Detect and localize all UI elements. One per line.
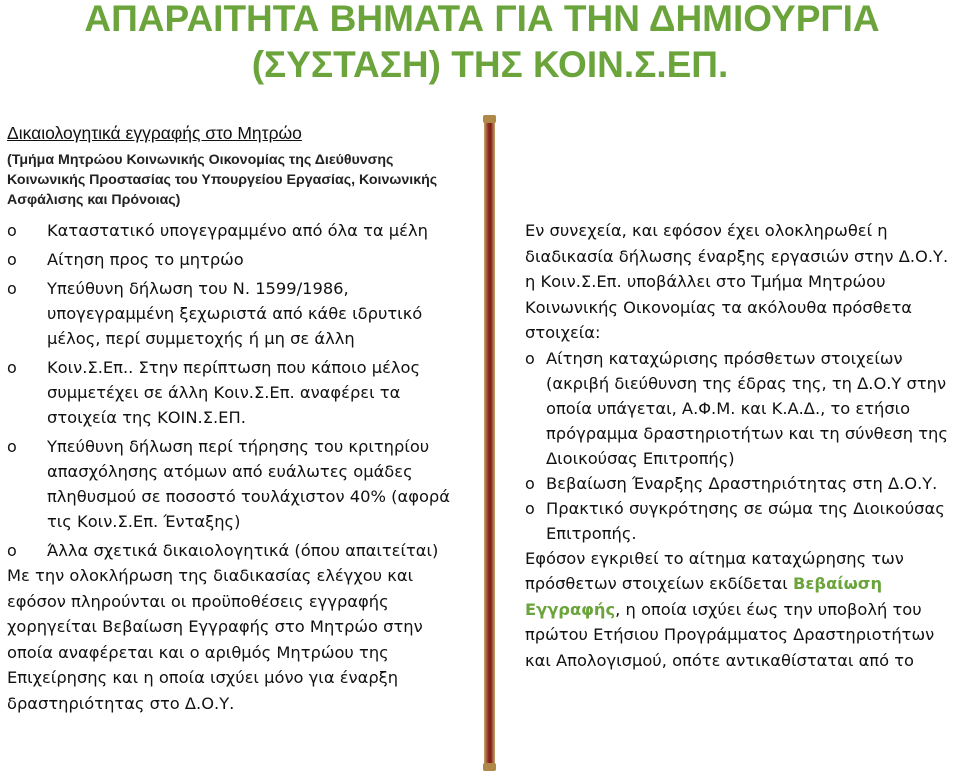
list-item: [7, 276, 467, 351]
left-column: [7, 122, 467, 716]
list-item-text: Αίτηση προς το μητρώο: [47, 250, 244, 269]
list-item-text: Άλλα σχετικά δικαιολογητικά (όπου απαιτείται): [47, 541, 439, 560]
page-title-line-1: ΑΠΑΡΑΙΤΗΤΑ ΒΗΜΑΤΑ ΓΙΑ ΤΗΝ ΔΗΜΙΟΥΡΓΙΑ: [84, 0, 880, 39]
list-item-text: Υπεύθυνη δήλωση περί τήρησης του κριτηρίου απασχόλησης ατόμων από ευάλωτες ομάδες πληθυσμού σε ποσοστό τουλάχιστον 40% (αφορά τις Κοιν.Σ.Επ. Ένταξης): [47, 437, 451, 531]
registration-certificate-highlight: Βεβαίωση Εγγραφής: [525, 574, 883, 619]
list-item-text: Πρακτικό συγκρότησης σε σώμα της Διοικούσας Επιτροπής.: [546, 498, 945, 543]
list-item: [7, 434, 467, 534]
circle-bullet-icon: o: [7, 541, 17, 560]
circle-bullet-icon: o: [525, 498, 535, 518]
circle-bullet-icon: o: [7, 221, 17, 240]
registration-certificate-paragraph: Με την ολοκλήρωση της διαδικασίας ελέγχου και εφόσον πληρούνται οι προϋποθέσεις εγγραφής χορηγείται Βεβαίωση Εγγραφής στο Μητρώο στην οποία αναφέρεται και ο αριθμός Μητρώου της Επιχείρησης και η οποία ισχύει μόνο για έναρξη δραστηριότητας στο Δ.Ο.Υ.: [7, 566, 423, 713]
list-item-text: Αίτηση καταχώρισης πρόσθετων στοιχείων (ακριβή διεύθυνση της έδρας της, τη Δ.Ο.Υ στην οποία υπάγεται, Α.Φ.Μ. και Κ.Α.Δ., το ετήσιο πρόγραμμα δραστηριοτήτων και τη σύνθεση της Διοικούσας Επιτροπής): [546, 348, 948, 468]
circle-bullet-icon: o: [7, 250, 17, 269]
list-item: [525, 496, 957, 546]
right-column: [525, 218, 957, 673]
list-item-text: Υπεύθυνη δήλωση του Ν. 1599/1986, υπογεγραμμένη ξεχωριστά από κάθε ιδρυτικό μέλος, περί συμμετοχής ή μη σε άλλη: [47, 279, 423, 348]
registry-documents-heading: Δικαιολογητικά εγγραφής στο Μητρώο: [7, 123, 302, 143]
circle-bullet-icon: o: [7, 437, 17, 456]
circle-bullet-icon: o: [525, 348, 535, 368]
additional-data-intro: Εν συνεχεία, και εφόσον έχει ολοκληρωθεί η διαδικασία δήλωσης έναρξης εργασιών στην Δ.Ο.Υ. η Κοιν.Σ.Επ. υποβάλλει στο Τμήμα Μητρώου Κοινωνικής Οικονομίας τα ακόλουθα πρόσθετα στοιχεία:: [525, 221, 949, 342]
circle-bullet-icon: o: [7, 358, 17, 377]
list-item-text: Καταστατικό υπογεγραμμένο από όλα τα μέλη: [47, 221, 428, 240]
list-item: [7, 355, 467, 430]
column-divider: [484, 118, 495, 768]
list-item: [7, 218, 467, 243]
circle-bullet-icon: o: [7, 279, 17, 298]
list-item: [7, 247, 467, 272]
list-item: [525, 471, 957, 496]
registry-department-note: (Τμήμα Μητρώου Κοινωνικής Οικονομίας της Διεύθυνσης Κοινωνικής Προστασίας του Υπουργείου Εργασίας, Κοινωνικής Ασφάλισης και Πρόνοιας): [7, 152, 438, 208]
certificate-issuance-paragraph: [525, 546, 957, 674]
circle-bullet-icon: o: [525, 473, 535, 493]
page-title-line-2: (ΣΥΣΤΑΣΗ) ΤΗΣ ΚΟΙΝ.Σ.ΕΠ.: [251, 44, 729, 85]
list-item: [525, 346, 957, 471]
additional-data-list: [525, 346, 957, 546]
closing-text-before: Εφόσον εγκριθεί το αίτημα καταχώρησης των πρόσθετων στοιχείων εκδίδεται: [525, 548, 904, 593]
list-item: [7, 538, 467, 563]
required-documents-list: [7, 218, 467, 563]
list-item-text: Βεβαίωση Έναρξης Δραστηριότητας στη Δ.Ο.Υ.: [546, 473, 938, 493]
closing-text-after: , η οποία ισχύει έως την υποβολή του πρώτου Ετήσιου Προγράμματος Δραστηριοτήτων και Απολογισμού, οπότε αντικαθίσταται από το: [525, 599, 935, 670]
list-item-text: Κοιν.Σ.Επ.. Στην περίπτωση που κάποιο μέλος συμμετέχει σε άλλη Κοιν.Σ.Επ. αναφέρει τα στοιχεία της ΚΟΙΝ.Σ.ΕΠ.: [47, 358, 421, 427]
